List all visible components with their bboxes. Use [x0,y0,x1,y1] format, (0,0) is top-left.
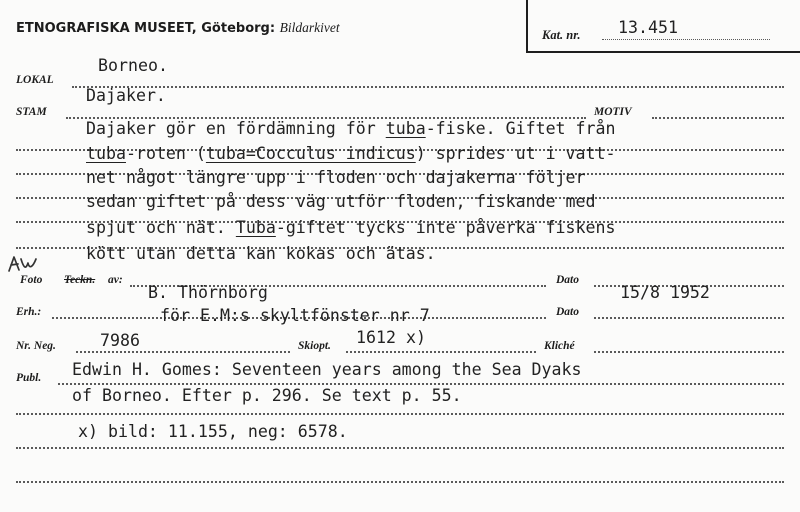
publ-line-4 [16,481,784,483]
catalog-number-value: 13.451 [618,18,678,37]
motiv-text-segment: kött utan detta kan kokas och ätas. [86,244,436,263]
motiv-text-line [86,121,616,138]
publ-line-2 [16,413,784,415]
city-name: Göteborg: [201,21,276,36]
motiv-underlined-term: tuba [385,119,426,138]
motiv-underlined-term: tuba=Cocculus indicus [205,144,416,163]
kliche-line [594,351,784,353]
publ-line-3 [16,447,784,449]
motiv-text-segment: net något längre upp i floden och dajakerna följer [86,168,586,187]
stam-value: Dajaker. [86,86,166,105]
motiv-text-segment: spjut och nät. [86,218,236,237]
motiv-text-segment: -roten ( [125,144,206,163]
publ-line-3-text: x) bild: 11.155, neg: 6578. [78,422,348,441]
motiv-text-segment: -giftet tycks inte påverka fiskens [275,218,616,237]
av-label: av: [108,274,123,286]
motiv-label: MOTIV [594,106,632,118]
erh-label: Erh.: [16,306,42,318]
foto-label: Foto [20,274,43,286]
signature-mark [6,253,40,275]
motiv-underlined-term: Tuba [235,218,276,237]
stam-label: STAM [16,106,47,118]
kliche-label: Kliché [544,340,575,352]
lokal-line [72,86,784,88]
motiv-text-segment: -fiske. Giftet från [425,119,616,138]
teckn-label: Teckn. [64,274,96,286]
publ-line-1-text: Edwin H. Gomes: Seventeen years among the Sea Dyaks [72,360,582,379]
motiv-text-line [86,146,616,163]
catalog-number-label: Kat. nr. [542,28,581,42]
institution-name: ETNOGRAFISKA MUSEET, [16,21,197,36]
lokal-value: Borneo. [98,56,168,75]
foto-dato-value: 15/8 1952 [620,283,710,302]
card-header [16,20,340,36]
nr-neg-value: 7986 [100,331,140,350]
motiv-underlined-term: tuba [86,144,126,163]
foto-av-value: B. Thörnborg [148,283,268,302]
motiv-text-segment: Dajaker gör en fördämning för [86,119,386,138]
catalog-number-line [602,39,770,40]
erh-dato-line [594,317,784,319]
motiv-text-line [86,170,586,187]
foto-dato-label: Dato [556,274,579,286]
motiv-text-segment: sedan giftet på dess väg utför floden, fiskande med [86,192,596,211]
erh-dato-label: Dato [556,306,579,318]
erh-value: för E.M:s skyltfönster nr 7 [160,306,430,325]
nr-neg-label: Nr. Neg. [16,340,56,352]
publ-line-1 [58,383,784,385]
motiv-text-segment: ) sprides ut i vatt- [415,144,616,163]
lokal-label: LOKAL [16,74,54,86]
department-name: Bildarkivet [279,20,340,35]
motiv-text-line [86,246,436,263]
publ-label: Publ. [16,372,42,384]
motiv-header-line [652,117,784,119]
motiv-text-line [86,194,596,211]
skiopt-line [346,351,536,353]
skiopt-label: Skiopt. [298,340,331,352]
motiv-text-line [86,220,616,237]
publ-line-2-text: of Borneo. Efter p. 296. Se text p. 55. [72,386,462,405]
skiopt-value: 1612 x) [356,328,426,347]
nr-neg-line [76,351,290,353]
